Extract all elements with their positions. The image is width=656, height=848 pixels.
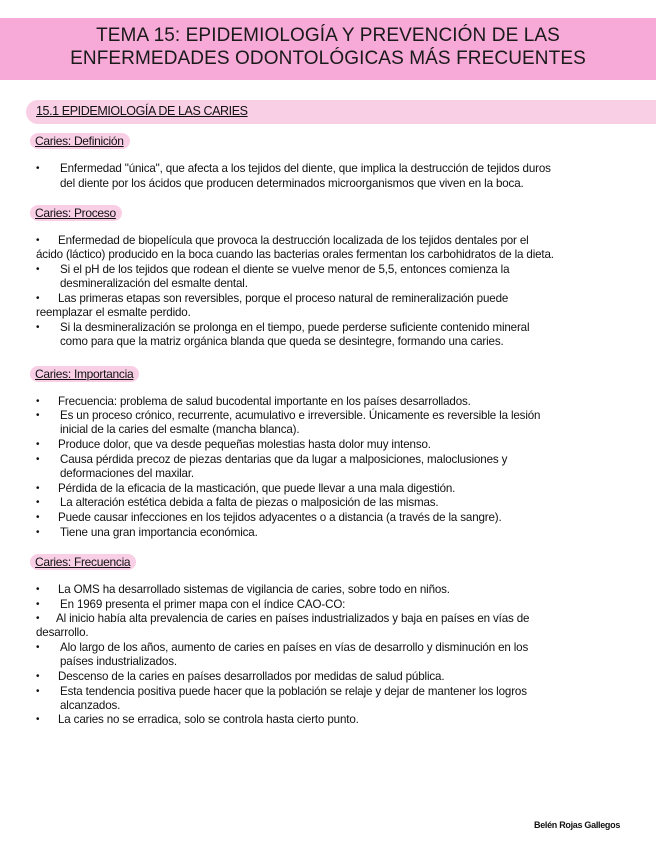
text-line: reemplazar el esmalte perdido. (36, 306, 191, 319)
text-line: Las primeras etapas son reversibles, porque el proceso natural de remineralización puede (58, 292, 509, 305)
title-banner (0, 18, 656, 80)
text-line: Si la desmineralización se prolonga en el tiempo, puede perderse suficiente contenido mineral (60, 321, 530, 334)
bullet: • (36, 527, 40, 538)
title-line-1: TEMA 15: EPIDEMIOLOGÍA Y PREVENCIÓN DE LAS (96, 25, 560, 46)
text-line: Es un proceso crónico, recurrente, acumulativo e irreversible. Únicamente es reversible la lesión (60, 409, 541, 422)
text-line: Enfermedad "única", que afecta a los tejidos del diente, que implica la destrucción de tejidos duros (60, 162, 551, 175)
frecuencia-header: Caries: Frecuencia (30, 554, 136, 570)
text-line: países industrializados. (60, 655, 177, 668)
text-line: Causa pérdida precoz de piezas dentarias que da lugar a malposiciones, maloclusiones y (60, 453, 508, 466)
text-line: Tiene una gran importancia económica. (60, 526, 258, 539)
bullet: • (36, 497, 40, 508)
bullet: • (36, 584, 40, 595)
bullet: • (36, 454, 40, 465)
text-line: Descenso de la caries en países desarrollados por medidas de salud pública. (58, 670, 445, 683)
bullet: • (36, 396, 40, 407)
text-line: Esta tendencia positiva puede hacer que la población se relaje y dejar de mantener los logros (60, 685, 527, 698)
text-line: del diente por los ácidos que producen determinados microorganismos que viven en la boca. (60, 177, 524, 190)
bullet: • (36, 235, 40, 246)
importancia-header: Caries: Importancia (30, 366, 139, 382)
text-line: ácido (láctico) producido en la boca cuando las bacterias orales fermentan los carbohidratos de la dieta. (36, 248, 554, 261)
definicion-header: Caries: Definición (30, 133, 130, 149)
bullet: • (36, 264, 40, 275)
bullet: • (36, 163, 40, 174)
bullet: • (36, 642, 40, 653)
text-line: Produce dolor, que va desde pequeñas molestias hasta dolor muy intenso. (58, 438, 431, 451)
text-line: En 1969 presenta el primer mapa con el índice CAO-CO: (60, 598, 346, 611)
text-line: Al inicio había alta prevalencia de caries en países industrializados y baja en países en vías de (56, 612, 530, 625)
section-title: 15.1 EPIDEMIOLOGÍA DE LAS CARIES (36, 104, 248, 118)
text-line: como para que la matriz orgánica blanda que queda se desintegre, formando una caries. (60, 335, 504, 348)
section-banner (26, 100, 656, 124)
text-line: La OMS ha desarrollado sistemas de vigilancia de caries, sobre todo en niños. (58, 583, 450, 596)
bullet: • (36, 686, 40, 697)
bullet: • (36, 483, 40, 494)
proceso-header: Caries: Proceso (30, 205, 122, 221)
text-line: alcanzados. (60, 699, 121, 712)
text-line: desarrollo. (36, 626, 89, 639)
title-line-2: ENFERMEDADES ODONTOLÓGICAS MÁS FRECUENTES (70, 48, 586, 69)
text-line: Si el pH de los tejidos que rodean el diente se vuelve menor de 5,5, entonces comienza la (60, 263, 510, 276)
bullet: • (36, 322, 40, 333)
text-line: inicial de la caries del esmalte (mancha blanca). (60, 423, 300, 436)
text-line: desmineralización del esmalte dental. (60, 277, 248, 290)
bullet: • (36, 512, 40, 523)
bullet: • (36, 613, 40, 624)
text-line: Puede causar infecciones en los tejidos adyacentes o a distancia (a través de la sangre). (58, 511, 502, 524)
text-line: Enfermedad de biopelícula que provoca la destrucción localizada de los tejidos dentales por el (58, 234, 529, 247)
bullet: • (36, 293, 40, 304)
text-line: La alteración estética debida a falta de piezas o malposición de las mismas. (60, 496, 439, 509)
text-line: Pérdida de la eficacia de la masticación, que puede llevar a una mala digestión. (58, 482, 456, 495)
footer-author: Belén Rojas Gallegos (534, 820, 621, 830)
text-line: Frecuencia: problema de salud bucodental importante en los países desarrollados. (58, 395, 471, 408)
text-line: La caries no se erradica, solo se controla hasta cierto punto. (58, 713, 359, 726)
bullet: • (36, 410, 40, 421)
bullet: • (36, 714, 40, 725)
text-line: Alo largo de los años, aumento de caries en países en vías de desarrollo y disminución en los (60, 641, 529, 654)
text-line: deformaciones del maxilar. (60, 467, 195, 480)
bullet: • (36, 671, 40, 682)
bullet: • (36, 599, 40, 610)
bullet: • (36, 439, 40, 450)
